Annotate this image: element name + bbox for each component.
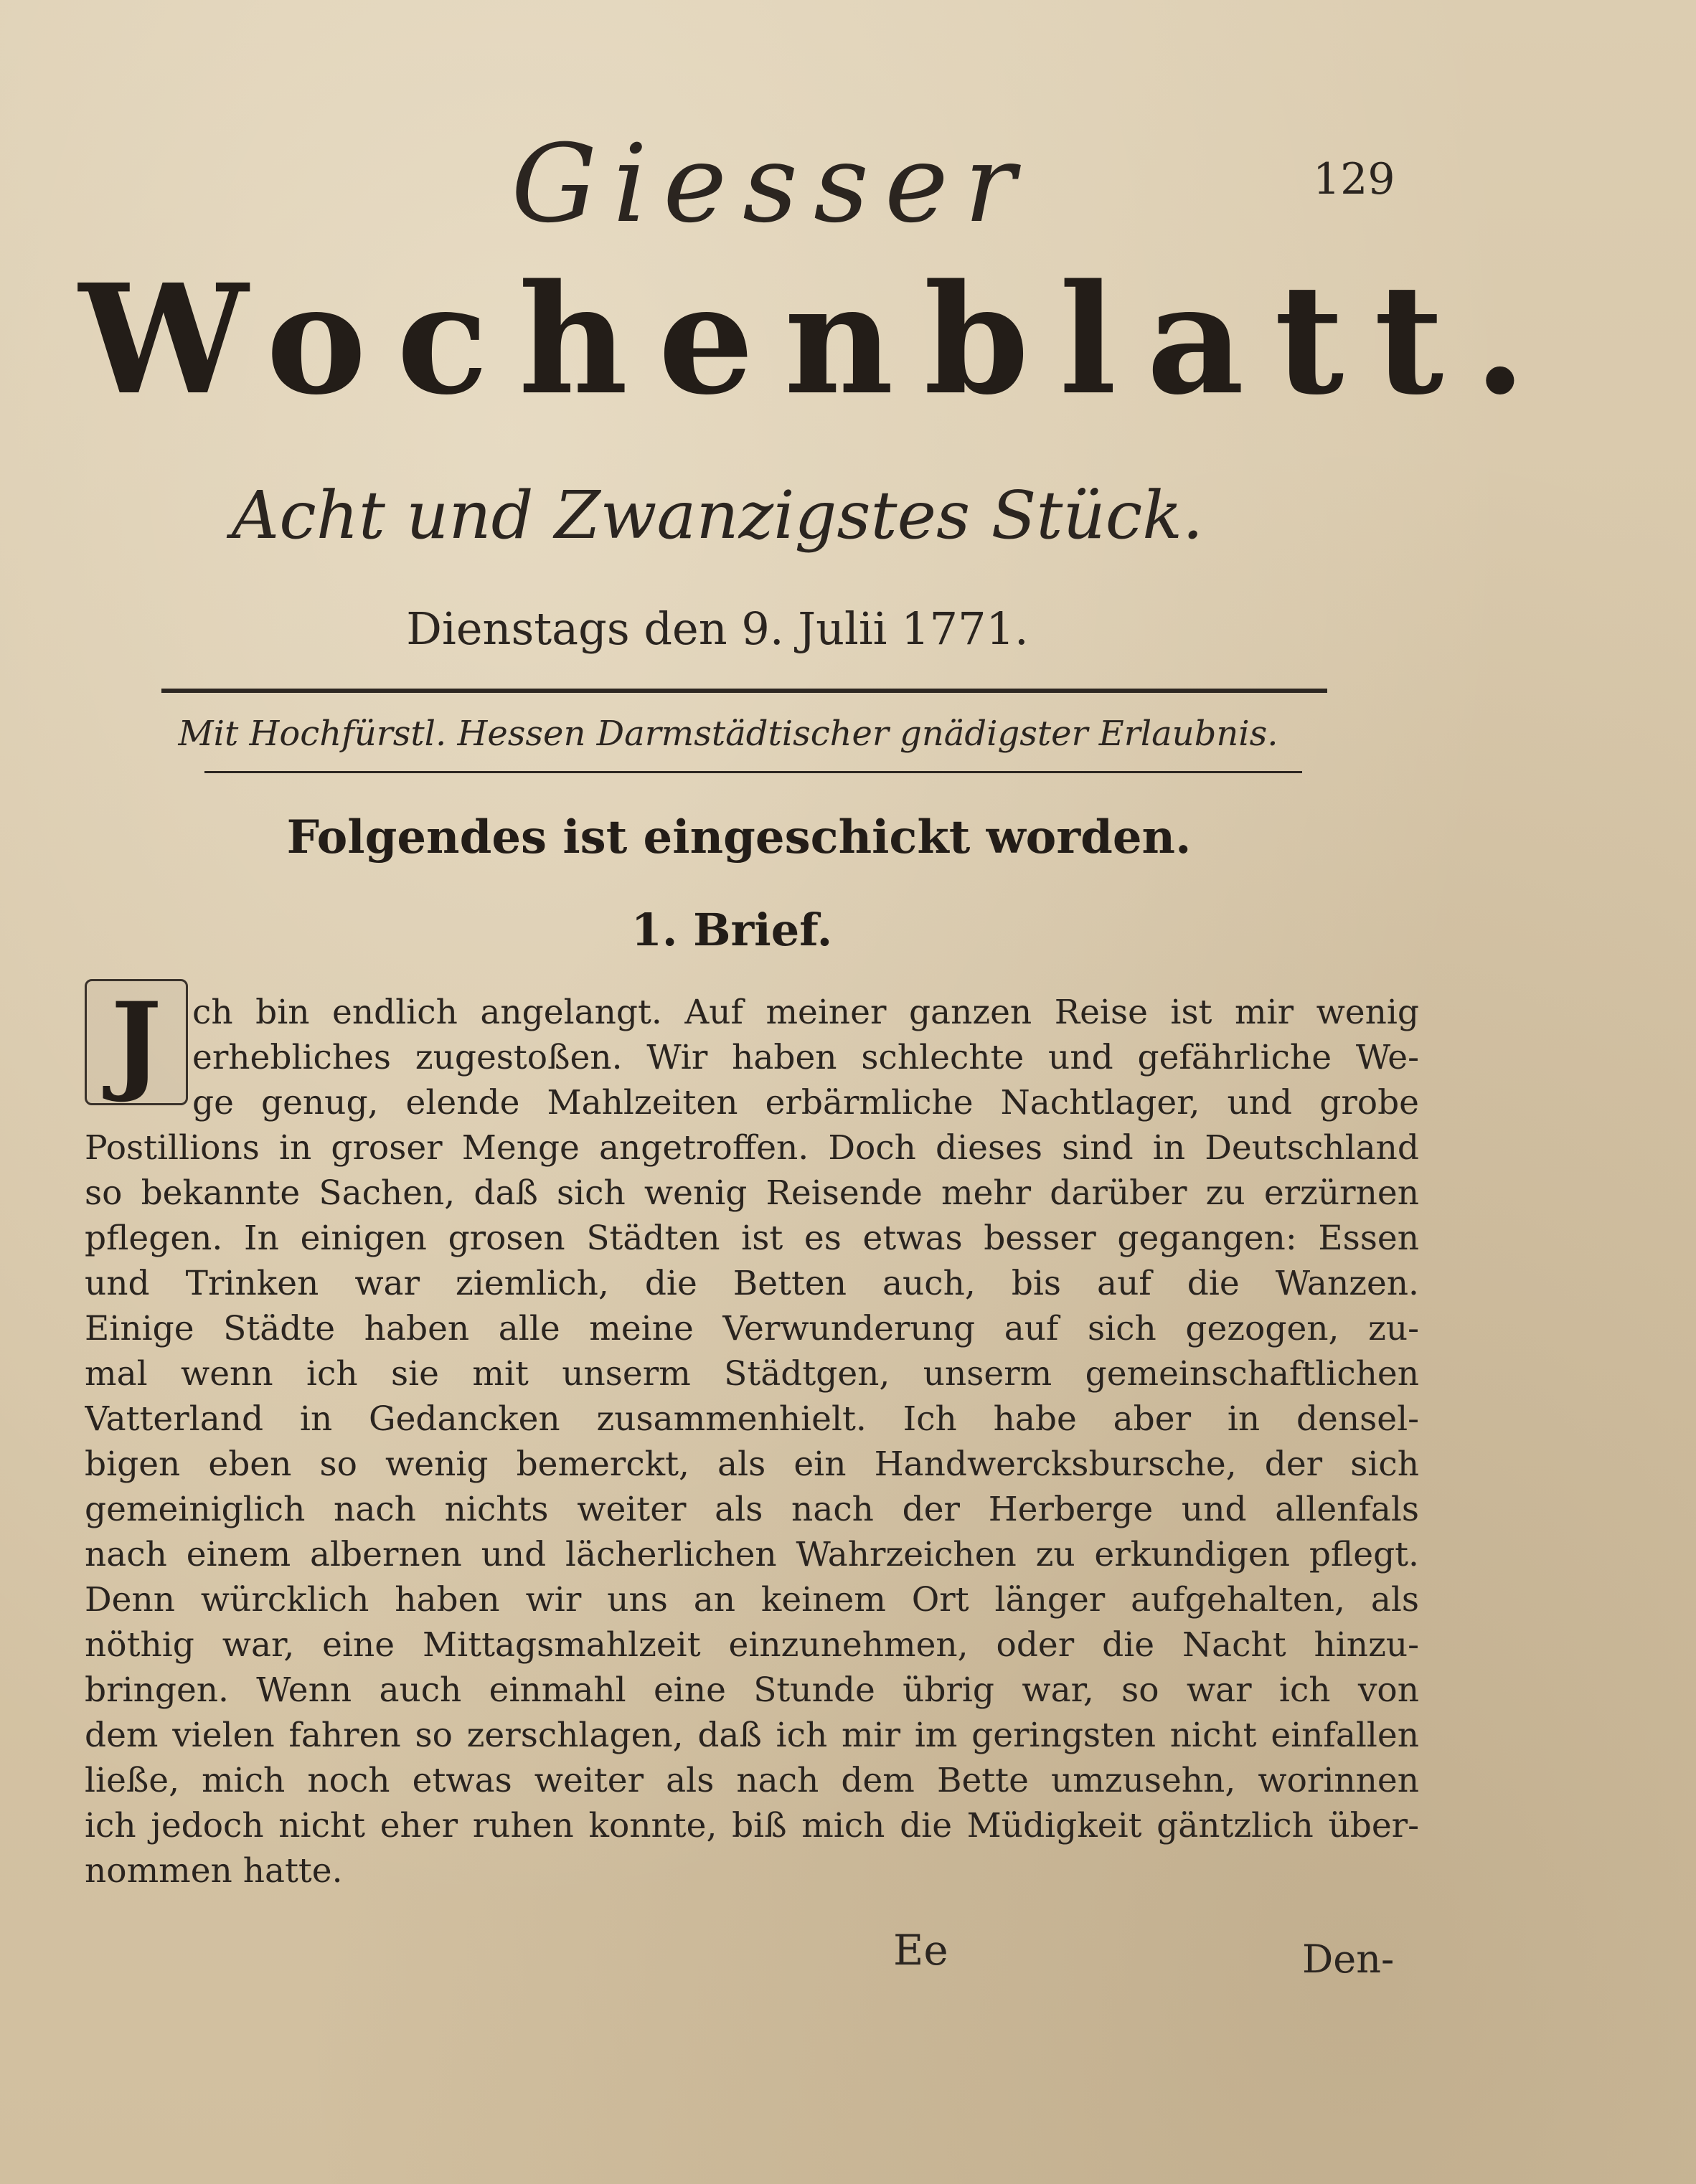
body-line: ich jedoch nicht eher ruhen konnte, biß mich die Müdigkeit gäntzlich über- xyxy=(85,1806,1419,1845)
masthead-title-line2: Wochenblatt. xyxy=(79,251,1557,428)
issue-number: Acht und Zwanzigstes Stück. xyxy=(231,477,1204,554)
body-line: ließe, mich noch etwas weiter als nach dem Bette umzusehn, worinnen xyxy=(85,1761,1419,1800)
issue-date: Dienstags den 9. Julii 1771. xyxy=(406,602,1029,655)
body-line: und Trinken war ziemlich, die Betten auch, bis auf die Wanzen. xyxy=(85,1264,1419,1303)
body-line: pflegen. In einigen grosen Städten ist es etwas besser gegangen: Essen xyxy=(85,1219,1419,1258)
signature-mark: Ee xyxy=(893,1926,948,1975)
article-heading: Folgendes ist eingeschickt worden. xyxy=(286,810,1192,864)
body-line: gemeiniglich nach nichts weiter als nach der Herberge und allenfals xyxy=(85,1490,1419,1529)
body-line: bringen. Wenn auch einmahl eine Stunde übrig war, so war ich von xyxy=(85,1670,1419,1710)
body-line: ge genug, elende Mahlzeiten erbärmliche Nachtlager, und grobe xyxy=(192,1083,1419,1122)
body-line: Einige Städte haben alle meine Verwunderung auf sich gezogen, zu- xyxy=(85,1309,1419,1348)
body-line: bigen eben so wenig bemerckt, als ein Handwercksbursche, der sich xyxy=(85,1445,1419,1484)
article-body xyxy=(85,990,1419,1894)
letter-number: 1. Brief. xyxy=(631,904,833,956)
masthead-title-line1: Giesser xyxy=(511,122,1032,247)
body-line: nach einem albernen und lächerlichen Wahrzeichen zu erkundigen pflegt. xyxy=(85,1535,1419,1574)
body-line: Vatterland in Gedancken zusammenhielt. Ich habe aber in densel- xyxy=(85,1399,1419,1439)
body-line: nommen hatte. xyxy=(85,1851,343,1891)
body-line: so bekannte Sachen, daß sich wenig Reisende mehr darüber zu erzürnen xyxy=(85,1173,1419,1213)
page-number: 129 xyxy=(1313,154,1395,204)
body-line: ch bin endlich angelangt. Auf meiner ganzen Reise ist mir wenig xyxy=(192,993,1419,1032)
catchword: Den- xyxy=(1302,1937,1395,1982)
body-line: Postillions in groser Menge angetroffen. Doch dieses sind in Deutschland xyxy=(85,1128,1419,1168)
header-rule-top xyxy=(161,689,1327,693)
permission-line: Mit Hochfürstl. Hessen Darmstädtischer gnädigster Erlaubnis. xyxy=(178,714,1278,754)
body-line: nöthig war, eine Mittagsmahlzeit einzunehmen, oder die Nacht hinzu- xyxy=(85,1625,1419,1665)
body-line: Denn würcklich haben wir uns an keinem Ort länger aufgehalten, als xyxy=(85,1580,1419,1620)
header-rule-bottom xyxy=(204,771,1302,773)
body-line: erhebliches zugestoßen. Wir haben schlechte und gefährliche We- xyxy=(192,1038,1419,1077)
body-line: mal wenn ich sie mit unserm Städtgen, unserm gemeinschaftlichen xyxy=(85,1354,1419,1394)
body-line: dem vielen fahren so zerschlagen, daß ich mir im geringsten nicht einfallen xyxy=(85,1716,1419,1755)
drop-cap: J xyxy=(85,979,188,1105)
